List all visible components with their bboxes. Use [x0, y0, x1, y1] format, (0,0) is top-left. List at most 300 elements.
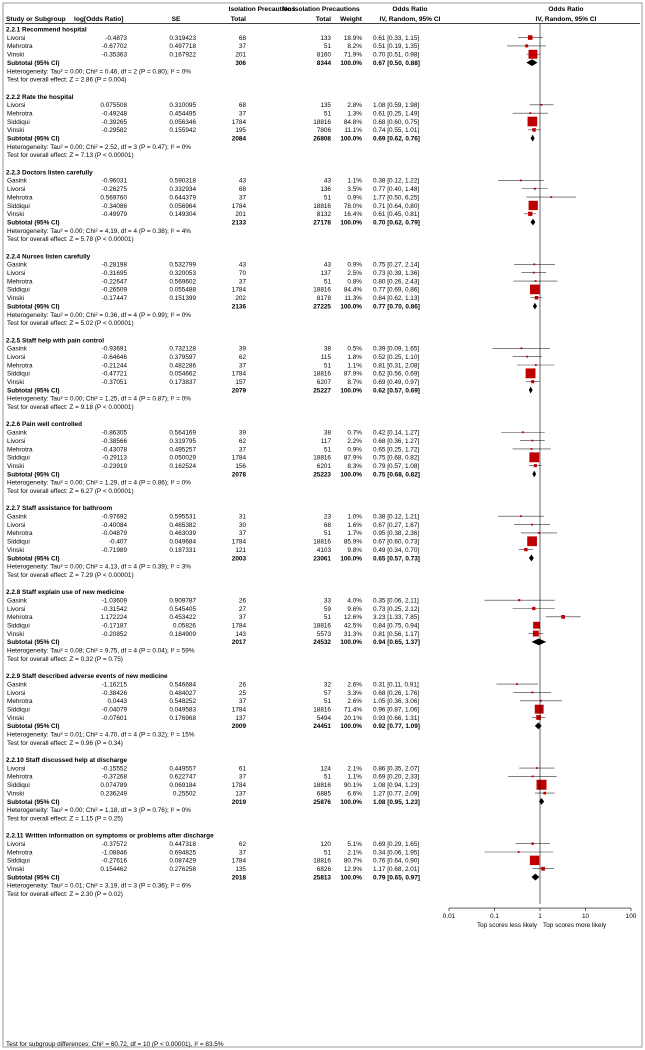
study-se: 0.622747: [169, 773, 196, 781]
heterogeneity-text: Heterogeneity: Tau² = 0.00; Chi² = 2.52, df = 3 (P = 0.47); I² = 0%: [7, 143, 191, 151]
study-weight: 87.9%: [343, 454, 362, 462]
study-weight: 1.1%: [347, 362, 362, 370]
subtotal-total2: 24532: [313, 639, 331, 647]
study-total2: 51: [323, 530, 331, 538]
study-point: [520, 347, 522, 349]
study-name: Siddiqui: [7, 286, 30, 294]
study-log-or: -0.37268: [101, 773, 127, 781]
study-total1: 37: [238, 278, 246, 286]
study-log-or: -0.20852: [101, 630, 127, 638]
study-point: [528, 35, 533, 40]
study-total2: 51: [323, 849, 331, 857]
study-weight: 31.3%: [343, 630, 362, 638]
study-weight: 9.8%: [347, 546, 362, 554]
study-weight: 18.9%: [343, 34, 362, 42]
study-point: [561, 615, 565, 619]
study-se: 0.319795: [169, 437, 196, 445]
subtotal-label: Subtotal (95% CI): [7, 798, 60, 806]
study-log-or: -0.29113: [102, 454, 127, 462]
study-name: Gasink: [7, 681, 27, 689]
study-weight: 1.1%: [347, 773, 362, 781]
subtotal-total2: 25813: [313, 874, 331, 882]
study-name: Vinski: [7, 866, 24, 873]
study-log-or: -0.39265: [101, 118, 127, 126]
study-se: 0.732128: [169, 345, 196, 353]
study-weight: 4.0%: [347, 597, 362, 605]
study-log-or: -0.38566: [101, 437, 127, 445]
study-ci: 0.80 [0.26, 2.43]: [373, 278, 420, 286]
study-ci: 0.38 [0.12, 1.22]: [373, 177, 420, 185]
study-ci: 0.95 [0.38, 2.36]: [373, 530, 420, 538]
study-se: 0.694825: [169, 849, 196, 857]
study-log-or: 0.075508: [100, 102, 127, 110]
study-weight: 2.8%: [347, 102, 362, 110]
study-point: [531, 691, 533, 693]
study-name: Mehrotra: [7, 43, 33, 51]
study-total1: 156: [235, 462, 246, 470]
overall-effect-text: Test for overall effect: Z = 2.86 (P = 0.004): [7, 76, 127, 84]
study-log-or: -0.37051: [101, 379, 127, 386]
study-name: Vinski: [7, 211, 24, 219]
study-name: Mehrotra: [7, 614, 33, 622]
study-se: 0.454495: [169, 110, 196, 118]
study-point: [530, 285, 540, 295]
study-point: [520, 180, 522, 182]
study-log-or: -0.49979: [101, 211, 127, 219]
study-se: 0.532799: [169, 261, 196, 269]
study-ci: 0.69 [0.49, 0.97]: [373, 379, 420, 386]
study-total2: 18816: [313, 538, 331, 546]
study-log-or: -0.04879: [101, 530, 127, 538]
study-ci: 3.23 [1.33, 7.85]: [373, 614, 420, 622]
study-ci: 0.75 [0.27, 2.14]: [373, 261, 420, 269]
study-total1: 68: [238, 102, 246, 110]
study-ci: 0.61 [0.45, 0.81]: [373, 211, 420, 219]
study-ci: 0.49 [0.34, 0.70]: [373, 546, 420, 554]
study-log-or: -0.07601: [101, 714, 127, 722]
study-total1: 201: [235, 51, 246, 59]
study-total1: 27: [238, 605, 246, 613]
study-se: 0.056346: [169, 118, 196, 126]
study-total1: 62: [238, 437, 246, 445]
study-weight: 85.9%: [343, 538, 362, 546]
study-total2: 8178: [316, 295, 331, 303]
study-log-or: -0.04079: [101, 706, 127, 714]
subtotal-weight: 100.0%: [340, 639, 362, 647]
subgroup-title: 2.2.9 Staff described adverse events of new medicine: [6, 673, 168, 681]
study-ci: 1.27 [0.77, 2.09]: [373, 790, 420, 798]
study-point: [535, 364, 537, 366]
study-total2: 43: [323, 177, 331, 185]
study-log-or: 1.172224: [100, 614, 127, 622]
study-total2: 32: [323, 681, 331, 689]
study-total2: 136: [320, 186, 331, 194]
study-point: [526, 368, 536, 378]
study-ci: 0.38 [0.12, 1.21]: [373, 513, 420, 521]
study-log-or: -0.35363: [101, 51, 127, 59]
study-total2: 51: [323, 614, 331, 622]
study-se: 0.151399: [169, 295, 196, 303]
study-log-or: -0.26275: [101, 186, 127, 194]
study-ci: 0.39 [0.09, 1.65]: [373, 345, 420, 353]
subtotal-label: Subtotal (95% CI): [7, 471, 60, 479]
study-total2: 51: [323, 362, 331, 370]
study-weight: 2.2%: [347, 437, 362, 445]
subtotal-label: Subtotal (95% CI): [7, 874, 60, 882]
subtotal-total1: 2078: [231, 471, 246, 479]
study-total2: 51: [323, 698, 331, 706]
study-weight: 11.1%: [344, 127, 362, 135]
subtotal-weight: 100.0%: [340, 555, 362, 563]
study-total1: 70: [238, 270, 246, 277]
study-name: Livorsi: [7, 353, 26, 361]
subtotal-total1: 2019: [231, 798, 246, 806]
study-name: Gasink: [7, 513, 27, 521]
heterogeneity-text: Heterogeneity: Tau² = 0.00; Chi² = 1.18, df = 3 (P = 0.76); I² = 0%: [7, 807, 191, 815]
study-point: [531, 380, 534, 383]
col-total1-header: Total: [230, 16, 246, 23]
x-axis-left-label: Top scores less likely: [476, 922, 537, 930]
study-weight: 1.1%: [347, 177, 362, 185]
study-weight: 12.6%: [343, 614, 362, 622]
study-total1: 68: [238, 34, 246, 42]
subgroup-differences-test: Test for subgroup differences: Chi² = 60.72, df = 10 (P < 0.00001), I² = 83.5%: [6, 1041, 224, 1048]
subtotal-label: Subtotal (95% CI): [7, 723, 60, 731]
study-se: 0.320053: [169, 270, 196, 277]
study-weight: 6.6%: [347, 790, 362, 798]
study-se: 0.453422: [169, 614, 196, 622]
study-total2: 23: [323, 513, 331, 521]
study-point: [528, 117, 538, 127]
study-point: [522, 431, 524, 433]
study-se: 0.310095: [169, 102, 196, 110]
study-total1: 1784: [231, 202, 246, 210]
study-se: 0.548252: [169, 698, 196, 706]
subtotal-total1: 2133: [231, 219, 246, 227]
study-weight: 2.6%: [347, 681, 362, 689]
study-log-or: -0.27616: [101, 857, 127, 865]
col-total2-header: Total: [315, 16, 331, 23]
study-total2: 51: [323, 43, 331, 51]
study-log-or: 0.236249: [100, 790, 127, 798]
subgroup-title: 2.2.6 Pain well controlled: [6, 421, 83, 429]
study-name: Livorsi: [7, 270, 26, 277]
study-weight: 20.1%: [343, 714, 362, 722]
study-total2: 6201: [316, 462, 331, 470]
study-log-or: -0.17187: [101, 622, 127, 630]
study-point: [536, 767, 538, 769]
study-point: [532, 128, 535, 131]
study-total1: 61: [238, 765, 246, 773]
study-log-or: -0.49248: [101, 110, 127, 118]
subgroup-title: 2.2.10 Staff discussed help at discharge: [6, 757, 128, 764]
study-point: [533, 622, 540, 629]
subtotal-ci: 0.69 [0.62, 0.76]: [373, 135, 420, 143]
study-point: [528, 212, 532, 216]
study-log-or: -0.37572: [101, 840, 127, 848]
study-name: Gasink: [7, 261, 27, 269]
study-log-or: 0.569760: [100, 194, 127, 202]
study-ci: 0.61 [0.25, 1.49]: [373, 110, 420, 118]
study-ci: 0.67 [0.27, 1.67]: [373, 521, 420, 529]
subtotal-weight: 100.0%: [340, 723, 362, 731]
study-se: 0.497718: [169, 43, 196, 51]
study-ci: 1.77 [0.50, 6.25]: [373, 194, 420, 202]
study-se: 0.050029: [169, 454, 196, 462]
subtotal-total2: 24451: [313, 723, 331, 731]
study-total1: 143: [235, 630, 246, 638]
x-tick-label: 10: [581, 913, 590, 921]
subtotal-weight: 100.0%: [340, 135, 362, 143]
study-name: Siddiqui: [7, 857, 30, 865]
study-total2: 68: [323, 521, 331, 529]
study-point: [533, 272, 535, 274]
x-tick-label: 0.01: [442, 913, 456, 921]
study-total2: 8160: [316, 51, 331, 59]
study-se: 0.055488: [169, 286, 196, 294]
study-total1: 37: [238, 362, 246, 370]
study-log-or: -0.34086: [101, 202, 127, 210]
study-total1: 202: [235, 295, 246, 303]
study-name: Siddiqui: [7, 706, 30, 714]
study-log-or: -1.16215: [101, 681, 127, 689]
study-weight: 1.0%: [347, 513, 362, 521]
study-ci: 0.84 [0.62, 1.13]: [373, 295, 420, 303]
study-total2: 57: [323, 689, 331, 697]
study-se: 0.25502: [172, 790, 196, 798]
study-total1: 37: [238, 194, 246, 202]
study-weight: 11.3%: [344, 295, 362, 303]
study-total1: 26: [238, 597, 246, 605]
study-se: 0.564169: [169, 429, 196, 437]
study-total2: 18816: [313, 370, 331, 378]
study-name: Vinski: [7, 546, 24, 554]
study-total2: 135: [320, 102, 331, 110]
study-total2: 137: [320, 270, 331, 277]
study-ci: 0.73 [0.25, 2.12]: [373, 605, 420, 613]
study-point: [529, 112, 531, 114]
study-total1: 157: [235, 379, 246, 386]
study-name: Vinski: [7, 790, 24, 798]
study-log-or: -1.03609: [101, 597, 127, 605]
subgroup-title: 2.2.1 Recommend hospital: [6, 26, 87, 34]
study-total2: 18816: [313, 118, 331, 126]
study-se: 0.276258: [169, 866, 196, 873]
study-ci: 0.81 [0.31, 2.08]: [373, 362, 420, 370]
study-weight: 0.9%: [347, 194, 362, 202]
study-total1: 37: [238, 614, 246, 622]
col-ci-header: IV, Random, 95% CI: [379, 16, 441, 23]
study-ci: 0.71 [0.64, 0.80]: [373, 202, 420, 210]
study-se: 0.173837: [169, 379, 196, 386]
study-log-or: -0.38426: [101, 689, 127, 697]
overall-effect-text: Test for overall effect: Z = 0.96 (P = 0.34): [7, 739, 123, 747]
study-point: [543, 792, 546, 795]
subtotal-total2: 27178: [313, 219, 331, 227]
study-point: [525, 44, 528, 47]
overall-effect-text: Test for overall effect: Z = 5.02 (P < 0.00001): [7, 320, 134, 328]
study-total2: 33: [323, 597, 331, 605]
study-total2: 59: [323, 605, 331, 613]
study-se: 0.319423: [169, 34, 196, 42]
study-point: [540, 700, 542, 702]
study-total1: 37: [238, 698, 246, 706]
study-ci: 0.74 [0.55, 1.01]: [373, 127, 420, 135]
study-point: [550, 196, 552, 198]
study-name: Mehrotra: [7, 446, 33, 454]
study-total2: 124: [320, 765, 331, 773]
study-name: Vinski: [7, 379, 24, 386]
study-total2: 51: [323, 773, 331, 781]
study-weight: 0.7%: [347, 429, 362, 437]
study-ci: 0.68 [0.36, 1.27]: [373, 437, 420, 445]
study-weight: 0.9%: [347, 261, 362, 269]
study-log-or: 0.154462: [100, 866, 127, 873]
study-point: [531, 524, 533, 526]
study-weight: 42.5%: [343, 622, 362, 630]
subtotal-label: Subtotal (95% CI): [7, 387, 60, 395]
subgroup-title: 2.2.5 Staff help with pain control: [6, 337, 105, 345]
heterogeneity-text: Heterogeneity: Tau² = 0.01; Chi² = 4.70, df = 4 (P = 0.32); I² = 15%: [7, 731, 195, 739]
study-se: 0.05826: [172, 622, 196, 630]
study-total1: 201: [235, 211, 246, 219]
col-logor-header: log[Odds Ratio]: [74, 16, 124, 23]
subgroup-title: 2.2.3 Doctors listen carefully: [6, 169, 93, 177]
study-total1: 37: [238, 446, 246, 454]
col-se-header: SE: [171, 16, 181, 23]
study-se: 0.155942: [169, 127, 196, 135]
study-name: Siddiqui: [7, 538, 30, 546]
study-log-or: 0.0443: [107, 698, 127, 706]
study-log-or: -0.43078: [101, 446, 127, 454]
study-log-or: -0.21244: [101, 362, 127, 370]
study-ci: 0.61 [0.33, 1.15]: [373, 34, 420, 42]
subtotal-weight: 100.0%: [340, 798, 362, 806]
study-se: 0.595531: [169, 513, 196, 521]
study-total2: 38: [323, 345, 331, 353]
study-weight: 0.5%: [347, 345, 362, 353]
study-log-or: 0.074789: [100, 782, 127, 790]
study-total1: 30: [238, 521, 246, 529]
study-ci: 0.67 [0.60, 0.73]: [373, 538, 420, 546]
study-log-or: -0.40084: [101, 521, 127, 529]
study-total1: 135: [235, 866, 246, 873]
study-total1: 31: [238, 513, 246, 521]
study-ci: 1.08 [0.59, 1.98]: [373, 102, 420, 110]
study-point: [532, 607, 535, 610]
study-log-or: -0.47721: [101, 370, 127, 378]
study-ci: 0.69 [0.20, 2.33]: [373, 773, 420, 781]
study-weight: 84.8%: [343, 118, 362, 126]
subtotal-ci: 0.62 [0.57, 0.69]: [373, 387, 420, 395]
study-name: Gasink: [7, 345, 27, 353]
study-name: Vinski: [7, 127, 24, 135]
study-ci: 0.34 [0.06, 1.95]: [373, 849, 420, 857]
study-weight: 0.9%: [347, 446, 362, 454]
study-ci: 0.42 [0.14, 1.27]: [373, 429, 420, 437]
study-log-or: -0.64646: [101, 353, 127, 361]
study-weight: 71.4%: [343, 706, 362, 714]
study-weight: 3.5%: [347, 186, 362, 194]
x-tick-label: 100: [625, 913, 637, 921]
subtotal-weight: 100.0%: [340, 59, 362, 67]
study-se: 0.545405: [169, 605, 196, 613]
study-total2: 133: [320, 34, 331, 42]
study-se: 0.644379: [169, 194, 196, 202]
overall-effect-text: Test for overall effect: Z = 9.18 (P < 0.00001): [7, 404, 134, 412]
study-total1: 43: [238, 177, 246, 185]
subtotal-total1: 2009: [231, 723, 246, 731]
study-ci: 0.77 [0.40, 1.48]: [373, 186, 420, 194]
study-total1: 37: [238, 530, 246, 538]
study-point: [518, 851, 520, 853]
study-total1: 137: [235, 714, 246, 722]
study-name: Livorsi: [7, 437, 26, 445]
subtotal-total1: 2003: [231, 555, 246, 563]
study-total1: 1784: [231, 857, 246, 865]
study-log-or: -1.08846: [101, 849, 127, 857]
study-log-or: -0.31542: [101, 605, 127, 613]
study-total2: 117: [320, 437, 331, 445]
study-point: [526, 356, 528, 358]
study-se: 0.569602: [169, 278, 196, 286]
study-ci: 1.05 [0.36, 3.06]: [373, 698, 420, 706]
subtotal-weight: 100.0%: [340, 387, 362, 395]
study-point: [532, 776, 534, 778]
study-point: [541, 104, 543, 106]
study-name: Siddiqui: [7, 118, 30, 126]
study-total1: 25: [238, 689, 246, 697]
study-se: 0.054662: [169, 370, 196, 378]
study-name: Mehrotra: [7, 194, 33, 202]
group2-label: No Isolation Precautions: [282, 6, 360, 13]
study-name: Livorsi: [7, 102, 26, 110]
study-total2: 6207: [316, 379, 331, 386]
study-name: Gasink: [7, 177, 27, 185]
study-total2: 51: [323, 110, 331, 118]
subtotal-ci: 0.79 [0.65, 0.97]: [373, 874, 420, 882]
study-point: [533, 631, 539, 637]
study-ci: 0.68 [0.26, 1.76]: [373, 689, 420, 697]
subtotal-total1: 2018: [231, 874, 246, 882]
study-weight: 87.9%: [343, 370, 362, 378]
study-se: 0.167922: [169, 51, 196, 59]
study-se: 0.332934: [169, 186, 196, 194]
subtotal-weight: 100.0%: [340, 303, 362, 311]
study-log-or: -0.29582: [101, 127, 127, 135]
study-se: 0.482286: [169, 362, 196, 370]
study-weight: 1.8%: [347, 353, 362, 361]
subtotal-ci: 0.70 [0.62, 0.79]: [373, 219, 420, 227]
study-point: [530, 856, 539, 865]
study-se: 0.463039: [169, 530, 196, 538]
overall-effect-text: Test for overall effect: Z = 5.78 (P < 0.00001): [7, 236, 134, 244]
study-total2: 5494: [316, 714, 331, 722]
study-total1: 121: [235, 546, 246, 554]
study-weight: 2.1%: [347, 849, 362, 857]
study-total1: 1784: [231, 622, 246, 630]
study-se: 0.484027: [169, 689, 196, 697]
subtotal-total1: 306: [235, 59, 246, 67]
subgroup-title: 2.2.2 Rate the hospital: [6, 93, 74, 101]
study-total1: 1784: [231, 706, 246, 714]
study-total2: 6885: [316, 790, 331, 798]
subtotal-total1: 2017: [231, 639, 246, 647]
study-point: [533, 263, 535, 265]
study-log-or: -0.97692: [101, 513, 127, 521]
study-ci: 0.62 [0.56, 0.69]: [373, 370, 420, 378]
study-log-or: -0.23919: [101, 462, 127, 470]
